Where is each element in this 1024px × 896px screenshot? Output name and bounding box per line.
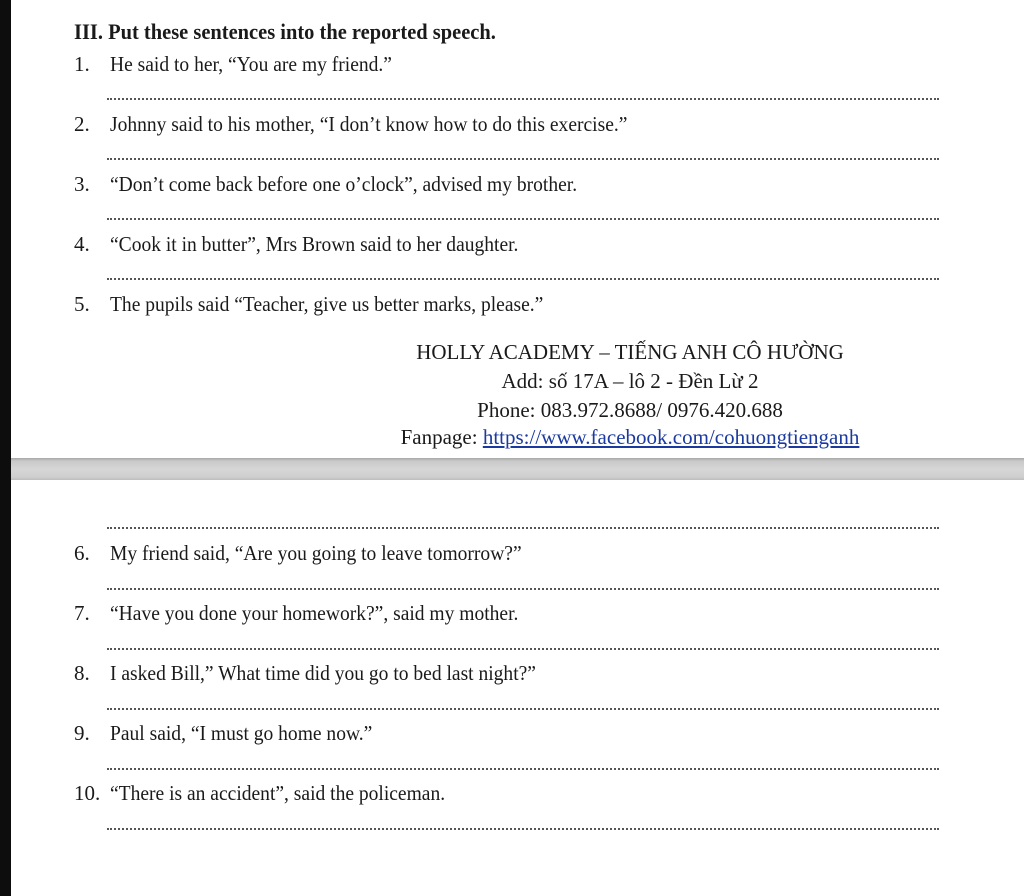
exercise-sentence: Paul said, “I must go home now.” <box>110 721 373 745</box>
footer-title: HOLLY ACADEMY – TIẾNG ANH CÔ HƯỜNG <box>416 340 844 364</box>
answer-line <box>107 828 939 830</box>
footer-address: Add: số 17A – lô 2 - Đền Lừ 2 <box>501 369 759 393</box>
exercise-sentence: Johnny said to his mother, “I don’t know how to do this exercise.” <box>110 112 628 136</box>
exercise-number: 8. <box>74 661 90 685</box>
answer-line <box>107 158 939 160</box>
fanpage-label: Fanpage: <box>400 425 478 449</box>
footer-fanpage <box>380 425 880 450</box>
exercise-number: 4. <box>74 232 90 256</box>
exercise-number: 3. <box>74 172 90 196</box>
exercise-number: 10. <box>74 781 101 805</box>
answer-line <box>107 218 939 220</box>
answer-line <box>107 708 939 710</box>
fanpage-link[interactable]: https://www.facebook.com/cohuongtienganh <box>482 425 860 449</box>
exercise-number: 2. <box>74 112 90 136</box>
answer-line <box>107 648 939 650</box>
exercise-sentence: My friend said, “Are you going to leave tomorrow?” <box>110 541 522 565</box>
exercise-number: 5. <box>74 292 90 316</box>
exercise-number: 7. <box>74 601 90 625</box>
window-left-edge <box>0 0 11 896</box>
exercise-number: 6. <box>74 541 90 565</box>
answer-line <box>107 527 939 529</box>
exercise-sentence: “Have you done your homework?”, said my mother. <box>110 601 519 625</box>
answer-line <box>107 278 939 280</box>
exercise-sentence: “There is an accident”, said the policeman. <box>110 781 446 805</box>
page-separator <box>11 458 1024 480</box>
exercise-heading: III. Put these sentences into the reported speech. <box>74 19 496 44</box>
exercise-sentence: I asked Bill,” What time did you go to bed last night?” <box>110 661 536 685</box>
answer-line <box>107 588 939 590</box>
answer-line <box>107 98 939 100</box>
exercise-sentence: “Cook it in butter”, Mrs Brown said to her daughter. <box>110 232 519 256</box>
exercise-sentence: He said to her, “You are my friend.” <box>110 52 392 76</box>
footer-phone: Phone: 083.972.8688/ 0976.420.688 <box>477 398 783 422</box>
exercise-sentence: “Don’t come back before one o’clock”, advised my brother. <box>110 172 578 196</box>
exercise-number: 1. <box>74 52 90 76</box>
exercise-sentence: The pupils said “Teacher, give us better marks, please.” <box>110 292 544 316</box>
exercise-number: 9. <box>74 721 90 745</box>
answer-line <box>107 768 939 770</box>
